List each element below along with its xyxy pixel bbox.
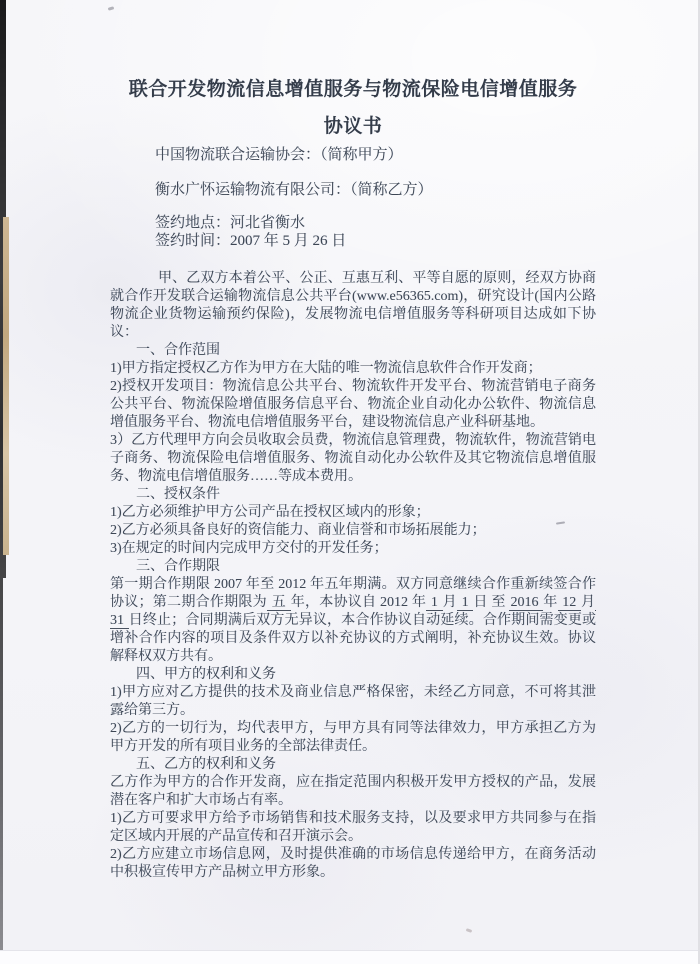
paragraph-text: 1)甲方应对乙方提供的技术及商业信息严格保密，未经乙方同意，不可将其泄露给第三方。 xyxy=(110,685,596,718)
party-b-line: 衡水广怀运输物流有限公司：（简称乙方） xyxy=(155,182,433,198)
paragraph-text: 1)乙方必须维护甲方公司产品在授权区域内的形象； xyxy=(110,505,430,520)
section-paragraph xyxy=(110,846,596,882)
section-heading: 五、乙方的权利和义务 xyxy=(136,757,276,772)
signing-date-line: 签约时间：2007 年 5 月 26 日 xyxy=(155,233,347,249)
paragraph-text: 年 xyxy=(543,595,558,610)
party-a-line: 中国物流联合运输协会：（简称甲方） xyxy=(155,147,403,163)
filled-in-blank: 31 xyxy=(110,595,596,629)
paragraph-text: 乙方作为甲方的合作开发商，应在指定范围内积极开发甲方授权的产品，发展潜在客户和扩大市场占有率。 xyxy=(110,775,596,808)
filled-in-blank: 1 xyxy=(427,595,442,610)
paper-bottom-edge xyxy=(0,950,700,964)
section-paragraph xyxy=(110,504,596,522)
paragraph-text: 年，本协议自 2012 年 xyxy=(290,595,427,610)
section-paragraph xyxy=(110,684,596,720)
document-title-line1: 联合开发物流信息增值服务与物流保险电信增值服务 xyxy=(128,79,578,100)
paragraph-text: 3)在规定的时间内完成甲方交付的开发任务； xyxy=(110,541,388,556)
sections xyxy=(110,342,596,882)
document-content xyxy=(110,0,596,882)
section-heading: 二、授权条件 xyxy=(136,487,220,502)
scan-tan-strip-artifact xyxy=(3,217,9,555)
paragraph-text: 月 xyxy=(581,595,596,610)
filled-in-blank: 1 xyxy=(457,595,473,610)
paragraph-text: 2)授权开发项目：物流信息公共平台、物流软件开发平台、物流营销电子商务公共平台、物流保险增值服务信息平台、物流企业自动化办公软件、物流信息增值服务平台、物流电信增值服务平台，建设物流信息产业科研基地。 xyxy=(110,379,596,430)
paragraph-text: 2)乙方的一切行为，均代表甲方，与甲方具有同等法律效力，甲方承担乙方为甲方开发的所有项目业务的全部法律责任。 xyxy=(110,721,596,754)
preamble-paragraph: 甲、乙双方本着公平、公正、互惠互利、平等自愿的原则，经双方协商就合作开发联合运输物流信息公共平台(www.e56365.com)，研究设计(国内公路物流企业货物运输预约保险)，发展物流电信增值服务等科研项目达成如下协议： xyxy=(110,271,596,340)
section-paragraph xyxy=(110,774,596,810)
paragraph-text: 日 至 xyxy=(473,595,510,610)
paragraph-text: 1)甲方指定授权乙方作为甲方在大陆的唯一物流信息软件合作开发商； xyxy=(110,361,542,376)
section-paragraph xyxy=(110,540,596,558)
filled-in-blank: 2016 xyxy=(510,595,543,610)
paragraph-text: 2)乙方应建立市场信息网，及时提供准确的市场信息传递给甲方，在商务活动中积极宣传甲方产品树立甲方形象。 xyxy=(110,847,596,880)
section-paragraph xyxy=(110,522,596,540)
section-heading: 一、合作范围 xyxy=(136,343,220,358)
scan-speck xyxy=(466,928,473,933)
section-paragraph xyxy=(110,432,596,486)
paragraph-text: 2)乙方必须具备良好的资信能力、商业信誉和市场拓展能力； xyxy=(110,523,486,538)
section-heading: 四、甲方的权利和义务 xyxy=(136,667,276,682)
section-heading: 三、合作期限 xyxy=(136,559,220,574)
paragraph-text: 3）乙方代理甲方向会员收取会员费，物流信息管理费，物流软件，物流营销电子商务、物流保险电信增值服务、物流自动化办公软件及其它物流信息增值服务、物流电信增值服务……等成本费用。 xyxy=(110,433,596,484)
document-title-line2: 协议书 xyxy=(323,116,383,137)
section-paragraph xyxy=(110,378,596,432)
paragraph-text: 第一期合作期限 2007 年至 2012 年五年期满。双方同意继续合作重新续签合作协议；第二期合作期限为 xyxy=(110,577,596,610)
filled-in-blank: 12 xyxy=(558,595,581,610)
section-paragraph xyxy=(110,360,596,378)
section-paragraph xyxy=(110,720,596,756)
scan-edge-artifact xyxy=(0,578,3,950)
filled-in-blank: 五 xyxy=(267,595,290,610)
paragraph-text: 月 xyxy=(442,595,457,610)
paragraph-text: 1)乙方可要求甲方给予市场销售和技术服务支持，以及要求甲方共同参与在指定区域内开展的产品宣传和召开演示会。 xyxy=(110,811,596,844)
section-paragraph xyxy=(110,576,596,666)
paragraph-text: 日终止；合同期满后双方无异议，本合作协议自动延续。合作期间需变更或增补合作内容的项目及条件双方以补充协议的方式阐明，补充协议生效。协议解释权双方共有。 xyxy=(110,613,597,664)
signing-place-line: 签约地点：河北省衡水 xyxy=(155,215,306,231)
section-paragraph xyxy=(110,810,596,846)
